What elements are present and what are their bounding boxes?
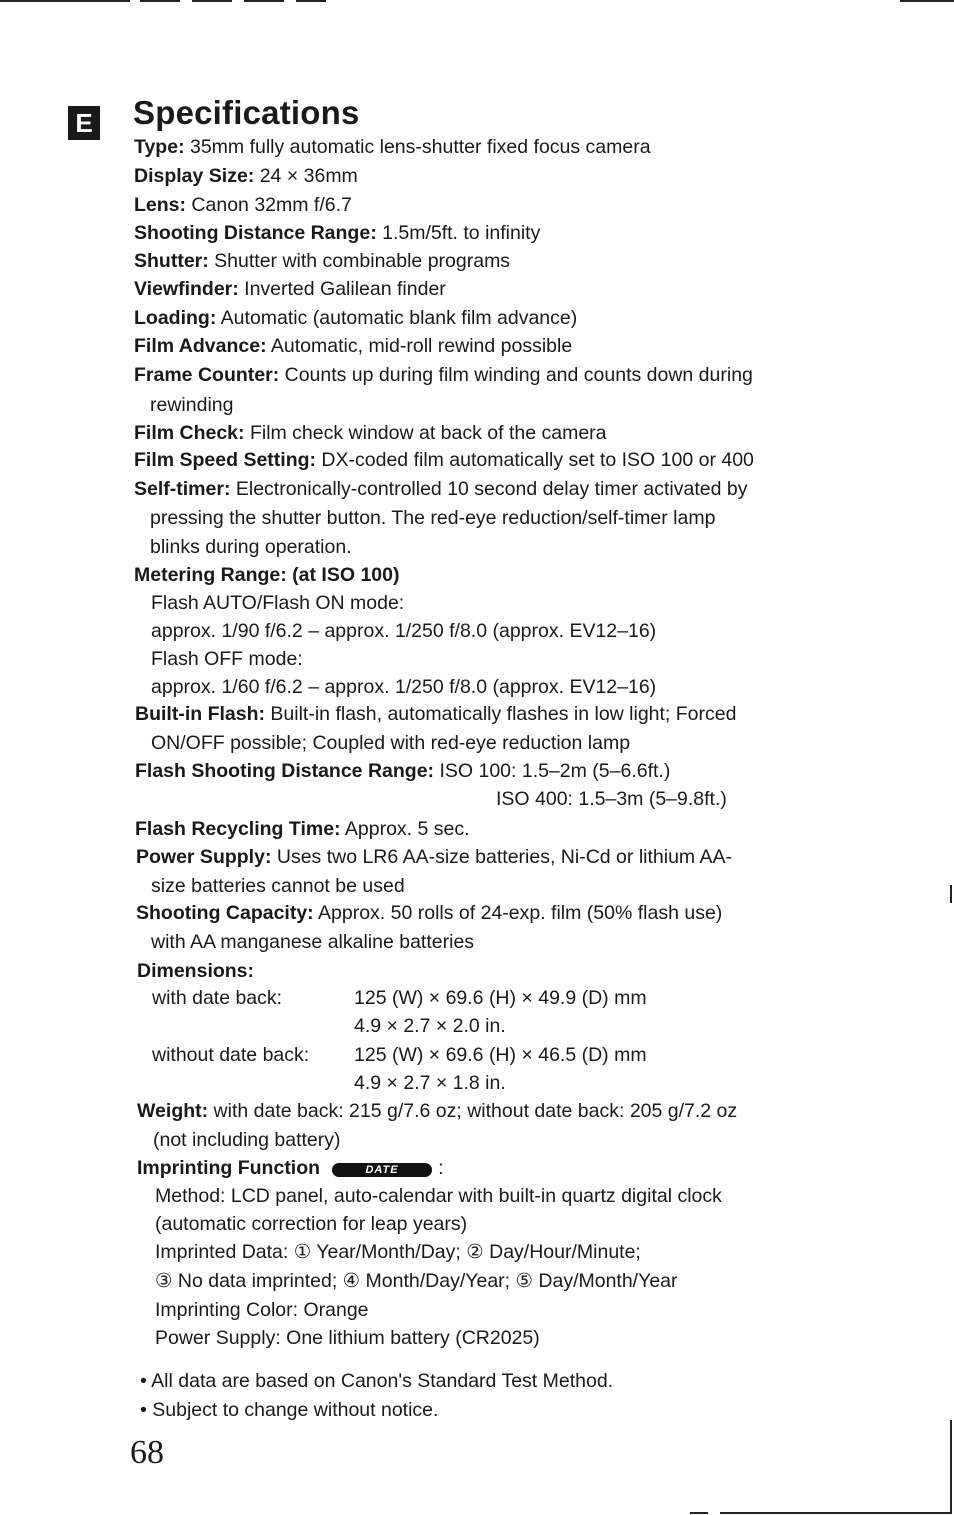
spec-frame-counter: Frame Counter: Counts up during film winding and counts down during bbox=[134, 364, 753, 386]
spec-flash-distance: Flash Shooting Distance Range: ISO 100: 1.5–2m (5–6.6ft.) bbox=[135, 760, 671, 782]
imprint-l3: Imprinted Data: ① Year/Month/Day; ② Day/Hour/Minute; bbox=[155, 1241, 641, 1263]
bottom-rule-short bbox=[690, 1512, 708, 1514]
spec-imprinting: Imprinting Function DATE : bbox=[137, 1157, 444, 1179]
dim-with-label: with date back: bbox=[152, 987, 283, 1009]
spec-shooting-capacity-cont: with AA manganese alkaline batteries bbox=[151, 931, 475, 953]
note-2: • Subject to change without notice. bbox=[140, 1399, 439, 1421]
spec-display-size: Display Size: 24 × 36mm bbox=[134, 165, 358, 187]
spec-self-timer-cont1: pressing the shutter button. The red-eye reduction/self-timer lamp bbox=[150, 507, 716, 529]
imprint-l1: Method: LCD panel, auto-calendar with built-in quartz digital clock bbox=[155, 1185, 722, 1207]
spec-self-timer: Self-timer: Electronically-controlled 10 second delay timer activated by bbox=[134, 478, 748, 500]
dim-without-mm: 125 (W) × 69.6 (H) × 46.5 (D) mm bbox=[354, 1044, 647, 1066]
section-badge: E bbox=[68, 106, 100, 140]
spec-metering-l2: approx. 1/90 f/6.2 – approx. 1/250 f/8.0 (approx. EV12–16) bbox=[151, 620, 657, 642]
dim-without-label: without date back: bbox=[152, 1044, 310, 1066]
spec-loading: Loading: Automatic (automatic blank film advance) bbox=[134, 307, 578, 329]
dim-with-mm: 125 (W) × 69.6 (H) × 49.9 (D) mm bbox=[354, 987, 647, 1009]
spec-self-timer-cont2: blinks during operation. bbox=[150, 536, 352, 558]
spec-viewfinder: Viewfinder: Inverted Galilean finder bbox=[134, 278, 446, 300]
spec-flash-recycling: Flash Recycling Time: Approx. 5 sec. bbox=[135, 818, 470, 840]
spec-weight-cont: (not including battery) bbox=[153, 1129, 341, 1151]
spec-power-supply-cont: size batteries cannot be used bbox=[151, 875, 405, 897]
top-rule-2 bbox=[140, 0, 180, 2]
spec-dimensions: Dimensions: bbox=[137, 960, 255, 982]
spec-metering: Metering Range: (at ISO 100) bbox=[134, 564, 400, 586]
spec-type: Type: 35mm fully automatic lens-shutter fixed focus camera bbox=[134, 136, 651, 158]
spec-metering-l4: approx. 1/60 f/6.2 – approx. 1/250 f/8.0 (approx. EV12–16) bbox=[151, 676, 657, 698]
spec-built-in-flash: Built-in Flash: Built-in flash, automatically flashes in low light; Forced bbox=[135, 703, 737, 725]
spec-shooting-distance: Shooting Distance Range: 1.5m/5ft. to infinity bbox=[134, 222, 541, 244]
spec-weight: Weight: with date back: 215 g/7.6 oz; without date back: 205 g/7.2 oz bbox=[137, 1100, 738, 1122]
spec-built-in-flash-cont: ON/OFF possible; Coupled with red-eye reduction lamp bbox=[151, 732, 631, 754]
imprint-l6: Power Supply: One lithium battery (CR2025) bbox=[155, 1327, 540, 1349]
page-number: 68 bbox=[130, 1434, 164, 1471]
top-rule-5 bbox=[296, 0, 326, 2]
bottom-rule bbox=[720, 1512, 950, 1514]
spec-flash-distance-v2: ISO 400: 1.5–3m (5–9.8ft.) bbox=[496, 788, 727, 810]
right-rule bbox=[950, 1420, 952, 1514]
spec-power-supply: Power Supply: Uses two LR6 AA-size batteries, Ni-Cd or lithium AA- bbox=[136, 846, 733, 868]
spec-lens: Lens: Canon 32mm f/6.7 bbox=[134, 194, 352, 216]
imprint-l4: ③ No data imprinted; ④ Month/Day/Year; ⑤ Day/Month/Year bbox=[155, 1270, 678, 1292]
date-badge-icon: DATE bbox=[332, 1163, 432, 1177]
dim-without-in: 4.9 × 2.7 × 1.8 in. bbox=[354, 1072, 506, 1094]
top-rule-1 bbox=[0, 0, 130, 2]
top-rule-3 bbox=[192, 0, 232, 2]
imprint-l2: (automatic correction for leap years) bbox=[155, 1213, 468, 1235]
spec-metering-l1: Flash AUTO/Flash ON mode: bbox=[151, 592, 405, 614]
spec-shooting-capacity: Shooting Capacity: Approx. 50 rolls of 24-exp. film (50% flash use) bbox=[136, 902, 723, 924]
spec-film-check: Film Check: Film check window at back of the camera bbox=[134, 422, 607, 444]
top-rule-6 bbox=[900, 0, 954, 2]
spec-film-speed: Film Speed Setting: DX-coded film automatically set to ISO 100 or 400 bbox=[134, 449, 754, 471]
top-rule-4 bbox=[244, 0, 284, 2]
spec-film-advance: Film Advance: Automatic, mid-roll rewind possible bbox=[134, 335, 573, 357]
imprint-l5: Imprinting Color: Orange bbox=[155, 1299, 369, 1321]
dim-with-in: 4.9 × 2.7 × 2.0 in. bbox=[354, 1015, 506, 1037]
note-1: • All data are based on Canon's Standard Test Method. bbox=[140, 1370, 614, 1392]
spec-frame-counter-cont: rewinding bbox=[150, 394, 234, 416]
spec-shutter: Shutter: Shutter with combinable programs bbox=[134, 250, 511, 272]
page-title: Specifications bbox=[133, 94, 360, 131]
right-tick bbox=[950, 885, 952, 903]
spec-metering-l3: Flash OFF mode: bbox=[151, 648, 303, 670]
